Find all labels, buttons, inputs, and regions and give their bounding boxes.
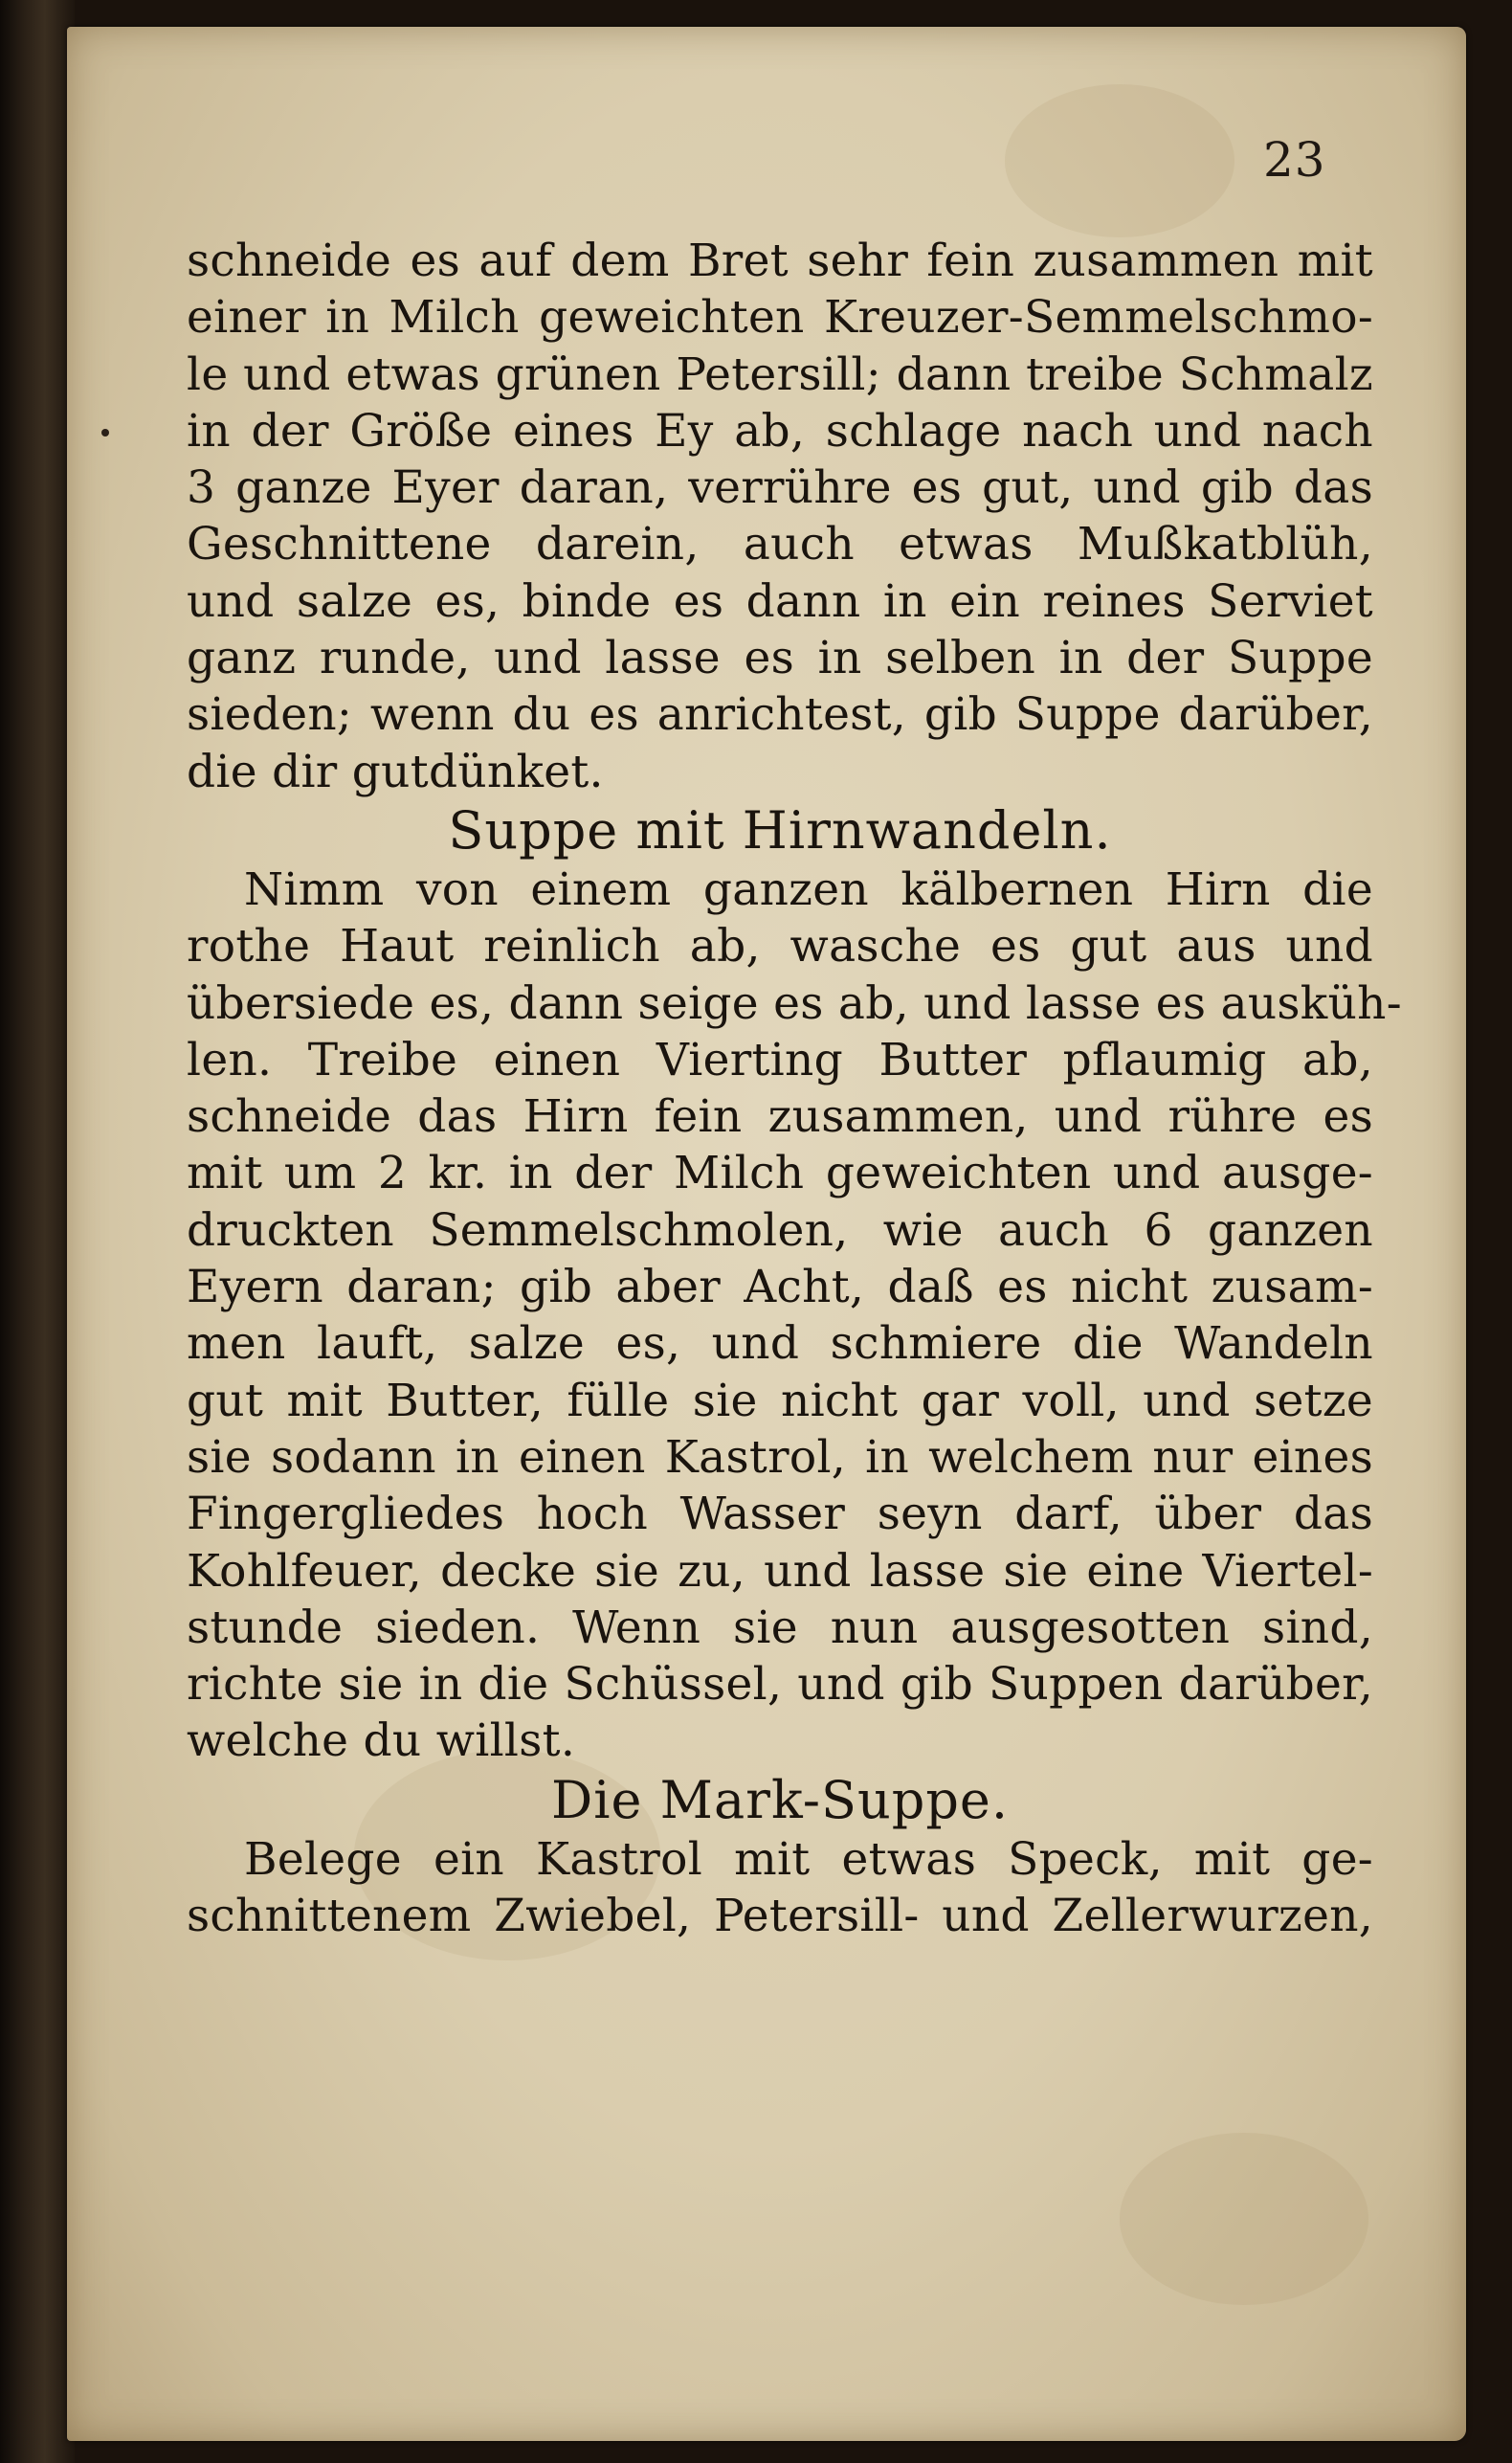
text-line: len. Treibe einen Vierting Butter pflaumig ab,	[187, 1033, 1373, 1086]
page-number: 23	[1263, 132, 1326, 188]
text-line: Eyern daran; gib aber Acht, daß es nicht zusam-	[187, 1261, 1373, 1314]
text-line: Geschnittene darein, auch etwas Mußkatblüh,	[187, 518, 1373, 571]
text-line: 3 ganze Eyer daran, verrühre es gut, und gib das	[187, 461, 1373, 515]
text-line: richte sie in die Schüssel, und gib Suppen darüber,	[187, 1658, 1373, 1712]
recipe-body	[187, 862, 1402, 1770]
text-line: gut mit Butter, fülle sie nicht gar voll, und setze	[187, 1374, 1373, 1427]
text-line: Nimm von einem ganzen kälbernen Hirn die	[244, 862, 1373, 916]
text-line: sieden; wenn du es anrichtest, gib Suppe darüber,	[187, 688, 1373, 742]
book-binding	[0, 0, 75, 2463]
text-line: le und etwas grünen Petersill; dann treibe Schmalz	[187, 347, 1373, 401]
paper-stain	[1005, 84, 1234, 237]
book-page	[67, 27, 1466, 2441]
page-text	[187, 233, 1402, 1944]
text-line: welche du willst.	[187, 1714, 576, 1768]
text-line: ganz runde, und lasse es in selben in der Suppe	[187, 632, 1373, 685]
text-line: Kohlfeuer, decke sie zu, und lasse sie eine Viertel-	[187, 1544, 1373, 1598]
recipe-body	[187, 1831, 1373, 1945]
text-line: stunde sieden. Wenn sie nun ausgesotten sind,	[187, 1601, 1373, 1654]
text-line: schnittenem Zwiebel, Petersill- und Zellerwurzen,	[187, 1890, 1373, 1943]
text-line: in der Größe eines Ey ab, schlage nach und nach	[187, 404, 1373, 458]
text-line: schneide es auf dem Bret sehr fein zusammen mit	[187, 235, 1373, 287]
text-line: rothe Haut reinlich ab, wasche es gut aus und	[187, 920, 1373, 974]
text-line: die dir gutdünket.	[187, 745, 604, 798]
text-line: und salze es, binde es dann in ein reines Serviet	[187, 574, 1373, 628]
recipe-heading: Die Mark-Suppe.	[550, 1769, 1010, 1830]
paper-stain	[1120, 2133, 1368, 2305]
text-line: sie sodann in einen Kastrol, in welchem nur eines	[187, 1430, 1373, 1484]
text-line: mit um 2 kr. in der Milch geweichten und ausge-	[187, 1147, 1373, 1200]
text-line: einer in Milch geweichten Kreuzer-Semmelschmo-	[187, 291, 1373, 345]
recipe-heading: Suppe mit Hirnwandeln.	[448, 799, 1112, 861]
text-line: übersiede es, dann seige es ab, und lasse es ausküh-	[187, 976, 1402, 1030]
recipe-continuation	[187, 233, 1373, 800]
margin-mark	[101, 429, 109, 437]
text-line: Fingergliedes hoch Wasser seyn darf, über das	[187, 1488, 1373, 1541]
text-line: druckten Semmelschmolen, wie auch 6 ganzen	[187, 1203, 1373, 1257]
text-line: men lauft, salze es, und schmiere die Wandeln	[187, 1317, 1373, 1371]
text-line: Belege ein Kastrol mit etwas Speck, mit ge-	[244, 1832, 1373, 1886]
text-line: schneide das Hirn fein zusammen, und rühre es	[187, 1090, 1373, 1144]
